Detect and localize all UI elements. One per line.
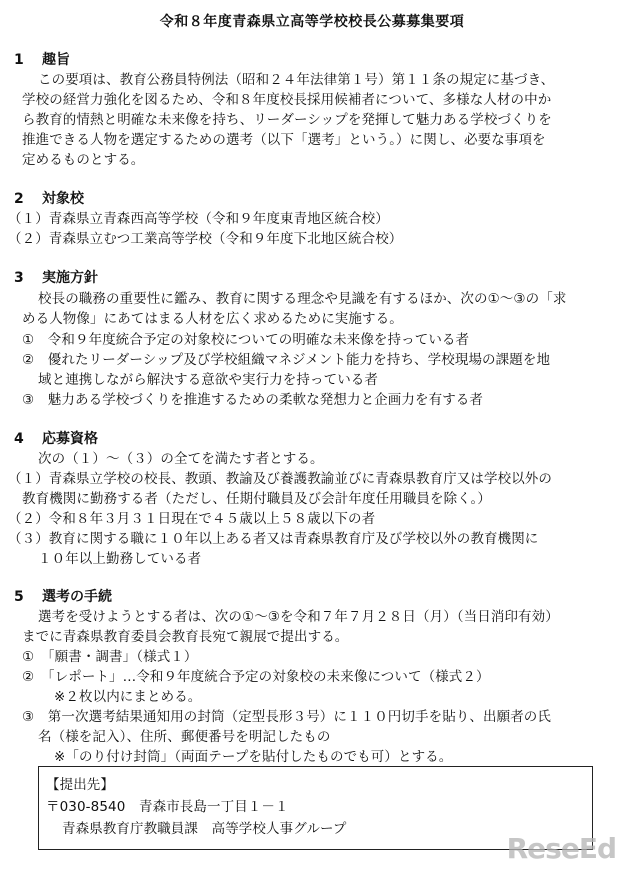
section-number: 1 xyxy=(14,52,24,68)
list-item: （１）青森県立青森西高等学校（令和９年度東青地区統合校） xyxy=(8,211,389,227)
list-item: （２）青森県立むつ工業高等学校（令和９年度下北地区統合校） xyxy=(8,231,403,247)
list-item: ② 「レポート」…令和９年度統合予定の対象校の未来像について（様式２） xyxy=(22,669,490,685)
section-1-heading xyxy=(14,50,70,70)
paragraph-line: 推進できる人物を選定するための選考（以下「選考」という。）に関し、必要な事項を xyxy=(22,132,546,148)
section-title: 対象校 xyxy=(42,191,84,207)
section-number: 2 xyxy=(14,191,24,207)
note-line: ※「のり付け封筒」（両面テープを貼付したものでも可）とする。 xyxy=(54,749,453,765)
section-number: 4 xyxy=(14,431,24,447)
section-4-heading xyxy=(14,429,98,449)
list-item-continued: 名（様を記入）、住所、郵便番号を明記したもの xyxy=(38,729,331,745)
paragraph-line: 定めるものとする。 xyxy=(22,152,145,168)
submission-address: 〒030-8540 青森市長島一丁目１－１ xyxy=(46,799,289,815)
list-item: （３）教育に関する職に１０年以上ある者又は青森県教育庁及び学校以外の教育機関に xyxy=(8,531,539,547)
list-item: ③ 第一次選考結果通知用の封筒（定型長形３号）に１１０円切手を貼り、出願者の氏 xyxy=(22,709,552,725)
paragraph-line: 次の（１）～（３）の全てを満たす者とする。 xyxy=(38,451,324,467)
list-item: （２）令和８年３月３１日現在で４５歳以上５８歳以下の者 xyxy=(8,511,376,527)
list-item: ① 令和９年度統合予定の対象校についての明確な未来像を持っている者 xyxy=(22,332,470,348)
paragraph-line: までに青森県教育委員会教育長宛て親展で提出する。 xyxy=(22,629,349,645)
page-title: 令和８年度青森県立高等学校校長公募募集要項 xyxy=(159,14,465,30)
section-title: 実施方針 xyxy=(42,270,98,286)
section-title: 応募資格 xyxy=(42,431,98,447)
list-item: （１）青森県立学校の校長、教頭、教諭及び養護教諭並びに青森県教育庁又は学校以外の xyxy=(8,471,552,487)
paragraph-line: 校長の職務の重要性に鑑み、教育に関する理念や見識を有するほか、次の①～③の「求 xyxy=(38,291,567,307)
paragraph-line: める人物像」にあてはまる人材を広く求めるために実施する。 xyxy=(22,311,403,327)
submission-heading: 【提出先】 xyxy=(46,777,114,793)
list-item: ③ 魅力ある学校づくりを推進するための柔軟な発想力と企画力を有する者 xyxy=(22,392,484,408)
paragraph-line: 選考を受けようとする者は、次の①～③を令和７年７月２８日（月）（当日消印有効） xyxy=(38,609,559,625)
watermark-logo: ReseEd xyxy=(506,832,616,865)
list-item-continued: 域と連携しながら解決する意欲や実行力を持っている者 xyxy=(38,372,378,388)
section-2-heading xyxy=(14,189,84,209)
section-title: 選考の手続 xyxy=(42,589,112,605)
paragraph-line: ら教育的情熱と明確な未来像を持ち、リーダーシップを発揮して魅力ある学校づくりを xyxy=(22,112,552,128)
paragraph-line: この要項は、教育公務員特例法（昭和２４年法律第１号）第１１条の規定に基づき、 xyxy=(38,72,555,88)
section-title: 趣旨 xyxy=(42,52,70,68)
section-5-heading xyxy=(14,587,112,607)
list-item-continued: １０年以上勤務している者 xyxy=(38,551,202,567)
list-item: ② 優れたリーダーシップ及び学校組織マネジメント能力を持ち、学校現場の課題を地 xyxy=(22,352,551,368)
section-3-heading xyxy=(14,268,98,288)
paragraph-line: 学校の経営力強化を図るため、令和８年度校長採用候補者について、多様な人材の中か xyxy=(22,92,552,108)
list-item-continued: 教育機関に勤務する者（ただし、任期付職員及び会計年度任用職員を除く。） xyxy=(22,491,491,507)
section-number: 3 xyxy=(14,270,24,286)
section-number: 5 xyxy=(14,589,24,605)
submission-office: 青森県教育庁教職員課 高等学校人事グループ xyxy=(62,821,347,837)
note-line: ※２枚以内にまとめる。 xyxy=(54,689,202,705)
list-item: ① 「願書・調書」（様式１） xyxy=(22,649,198,665)
